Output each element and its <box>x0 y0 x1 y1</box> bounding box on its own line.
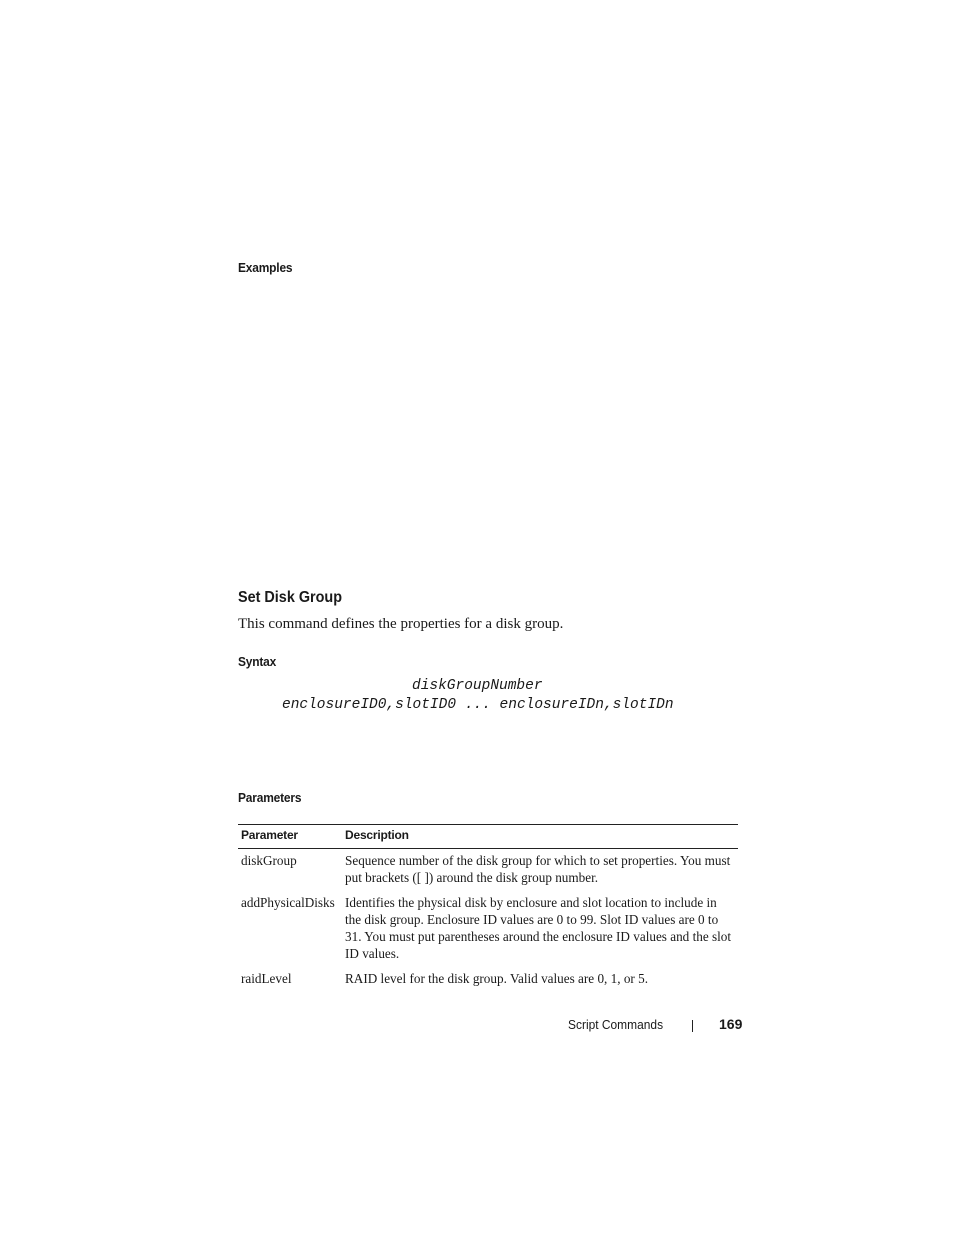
page-number: 169 <box>719 1016 743 1032</box>
table-row <box>238 851 738 894</box>
examples-heading: Examples <box>238 260 293 275</box>
footer-separator <box>692 1020 693 1032</box>
parameter-description: Identifies the physical disk by enclosure and slot location to include in the disk group. Enclosure ID values are 0 to 99. Slot ID values are 0 to 31. You must put parentheses around the enclosure ID values and the slot ID values. <box>345 894 732 962</box>
section-description: This command defines the properties for a disk group. <box>238 616 564 632</box>
table-body <box>238 849 738 994</box>
table-header <box>238 825 738 848</box>
parameter-description: RAID level for the disk group. Valid values are 0, 1, or 5. <box>345 970 649 986</box>
column-header-description: Description <box>345 828 409 842</box>
syntax-line: enclosureID0,slotID0 ... enclosureIDn,slotIDn <box>282 697 674 713</box>
syntax-line: diskGroupNumber <box>412 678 543 694</box>
syntax-heading: Syntax <box>238 654 277 669</box>
parameter-description: Sequence number of the disk group for which to set properties. You must put brackets ([ ]) around the disk group number. <box>345 853 731 886</box>
table-row <box>238 894 738 970</box>
table-row <box>238 970 738 994</box>
parameters-table <box>238 824 738 994</box>
footer-section-label: Script Commands <box>568 1017 664 1032</box>
parameter-name: addPhysicalDisks <box>241 894 335 910</box>
parameter-name: diskGroup <box>241 853 297 868</box>
column-header-parameter: Parameter <box>241 828 298 842</box>
parameter-name: raidLevel <box>241 970 292 986</box>
parameters-heading: Parameters <box>238 790 302 805</box>
section-title: Set Disk Group <box>238 589 343 606</box>
